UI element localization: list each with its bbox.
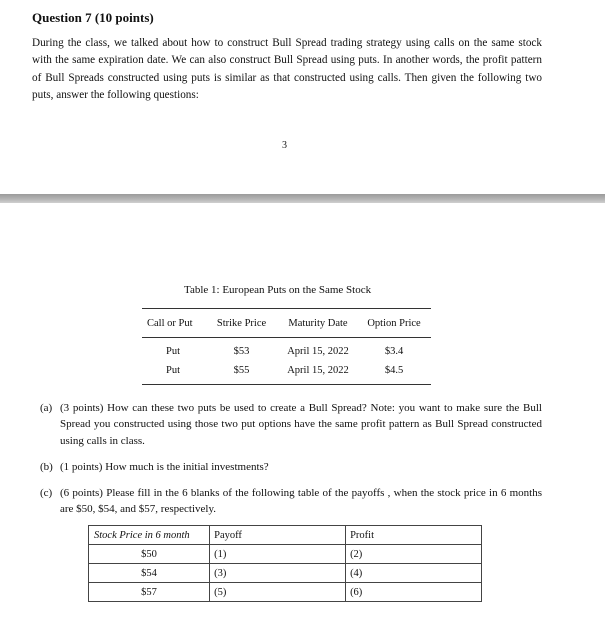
part-a-text: (3 points) How can these two puts be used to create a Bull Spread? Note: you want to make sure the Bull Spread you constructed using those two put options have the same profit pattern as Bull Spread constructed using calls in class.: [60, 402, 542, 447]
cell-type: Put: [165, 346, 180, 357]
header-profit: Profit: [346, 526, 482, 545]
question-title: Question 7 (10 points): [32, 10, 154, 25]
part-c-text: (6 points) Please fill in the 6 blanks of the following table of the payoffs , when the stock price in 6 months are $50, $54, and $57, respectively.: [60, 487, 542, 516]
header-stock-price: Stock Price in 6 month: [89, 526, 210, 545]
header-maturity-date: Maturity Date: [288, 317, 348, 329]
header-call-or-put: Call or Put: [147, 317, 193, 329]
cell-strike: $55: [233, 365, 250, 376]
page-number: 3: [282, 140, 287, 151]
header-payoff: Payoff: [210, 526, 346, 545]
page-divider: [0, 194, 605, 203]
header-strike-price: Strike Price: [216, 317, 267, 329]
payoff-table: [88, 525, 482, 602]
cell-profit-blank[interactable]: (4): [346, 564, 482, 583]
puts-table: [142, 308, 431, 385]
cell-price: $3.4: [384, 346, 404, 357]
table-row: [142, 361, 431, 380]
cell-payoff-blank[interactable]: (1): [210, 545, 346, 564]
question-intro: During the class, we talked about how to construct Bull Spread trading strategy using calls on the same stock with the same expiration date. We can also construct Bull Spread using puts. In another words, the profit pattern of Bull Spreads constructed using puts is similar as that constructed using calls. Then given the following two puts, answer the following questions:: [32, 37, 542, 101]
cell-price: $4.5: [384, 365, 404, 376]
part-a: [40, 400, 542, 449]
table-row: [142, 342, 431, 361]
table-row: [89, 564, 482, 583]
cell-stock-price: $57: [89, 583, 210, 602]
part-b-text: (1 points) How much is the initial investments?: [60, 461, 269, 473]
cell-profit-blank[interactable]: (2): [346, 545, 482, 564]
cell-type: Put: [165, 365, 180, 376]
part-b: [40, 459, 542, 475]
part-a-label: (a): [40, 402, 53, 414]
puts-table-header: [142, 309, 431, 338]
cell-profit-blank[interactable]: (6): [346, 583, 482, 602]
part-c-label: (c): [40, 487, 53, 499]
table-row: [89, 583, 482, 602]
cell-strike: $53: [233, 346, 250, 357]
part-c: [40, 485, 542, 518]
header-option-price: Option Price: [367, 317, 421, 329]
table-row: [89, 545, 482, 564]
cell-stock-price: $54: [89, 564, 210, 583]
payoff-table-header: [89, 526, 482, 545]
cell-payoff-blank[interactable]: (3): [210, 564, 346, 583]
cell-stock-price: $50: [89, 545, 210, 564]
part-b-label: (b): [40, 461, 53, 473]
cell-maturity: April 15, 2022: [287, 365, 349, 376]
cell-payoff-blank[interactable]: (5): [210, 583, 346, 602]
table1-caption: Table 1: European Puts on the Same Stock: [184, 284, 372, 296]
cell-maturity: April 15, 2022: [287, 346, 349, 357]
